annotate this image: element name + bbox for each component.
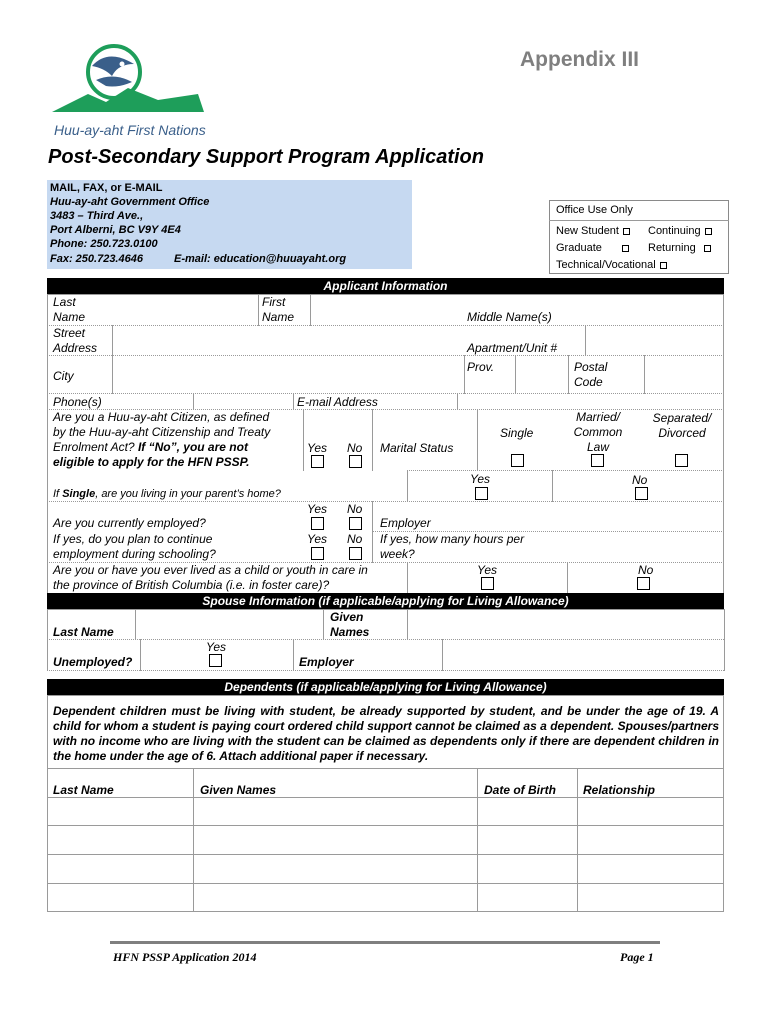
mail-line-3: 3483 – Third Ave., [50,210,144,222]
office-graduate: Graduate [556,241,629,255]
applicant-info-bar: Applicant Information [47,278,724,294]
employed-yes-checkbox[interactable] [311,517,324,530]
mail-line-4: Port Alberni, BC V9Y 4E4 [50,224,181,236]
street-address-label: Street Address [53,326,98,355]
last-name-input[interactable] [112,296,256,324]
dependent-row-1[interactable] [48,798,723,824]
married-label: Married/ Common Law [573,410,623,454]
care-no-label: No [638,563,654,577]
prov-label: Prov. [467,360,495,374]
spouse-given-names-label: Given Names [330,610,370,639]
mail-line-5: Phone: 250.723.0100 [50,238,158,250]
continuing-checkbox[interactable] [705,228,712,235]
spouse-last-name-input[interactable] [137,611,321,638]
hfn-logo [48,42,208,138]
single-question: If Single, are you living in your parent’s home? [53,488,281,500]
spouse-last-name-label: Last Name [53,625,114,639]
hours-input[interactable] [550,533,722,561]
mail-line-2: Huu-ay-aht Government Office [50,196,210,208]
dep-col-given-names: Given Names [200,783,277,797]
postal-code-label: Postal Code [574,360,608,389]
employer-input[interactable] [470,503,722,530]
care-no-checkbox[interactable] [637,577,650,590]
office-returning: Returning [648,241,711,255]
spouse-info-bar: Spouse Information (if applicable/applying for Living Allowance) [47,593,724,609]
employed-yes-label: Yes [307,502,328,516]
email-label: E-mail Address [297,395,378,409]
hours-question: If yes, how many hours per week? [380,532,525,561]
spouse-yes-checkbox[interactable] [209,654,222,667]
apartment-label: Apartment/Unit # [467,341,558,355]
appendix-title: Appendix III [520,48,640,71]
apartment-input[interactable] [587,327,722,354]
dependent-row-3[interactable] [48,855,723,882]
postal-code-input[interactable] [646,357,722,392]
citizen-question: Are you a Huu-ay-aht Citizen, as defined by the Huu-ay-aht Citizenship and Treaty Enrolment Act? If “No”, you are not eligible to apply for the HFN PSSP. [53,410,271,469]
continue-yes-checkbox[interactable] [311,547,324,560]
care-yes-label: Yes [477,563,498,577]
spouse-employer-input[interactable] [444,641,722,669]
office-continuing: Continuing [648,224,712,238]
dependents-bar: Dependents (if applicable/applying for Living Allowance) [47,679,724,695]
dependents-paragraph: Dependent children must be living with student, be already supported by student, and be under the age of 19. A child for whom a student is paying court ordered child support cannot be claimed as a dependent. Spouses/partners with no income who are living with the student can be claimed as dependents only if there are dependent children in the home under the age of 6. Attach additional paper if necessary. [53,704,719,763]
employed-question: Are you currently employed? [53,516,206,530]
footer-page: Page 1 [620,950,654,964]
married-checkbox[interactable] [591,454,604,467]
office-technical: Technical/Vocational [556,258,667,272]
logo-caption: Huu-ay-aht First Nations [54,122,206,138]
parents-no-label: No [632,473,648,487]
employed-no-checkbox[interactable] [349,517,362,530]
dep-col-relationship: Relationship [583,783,656,797]
parents-yes-label: Yes [470,472,491,486]
citizen-no-label: No [347,441,363,455]
care-question: Are you or have you ever lived as a child or youth in care in the province of British Columbia (i.e. in foster care)? [53,563,368,592]
parents-yes-checkbox[interactable] [475,487,488,500]
first-name-label: First Name [262,295,295,324]
technical-checkbox[interactable] [660,262,667,269]
citizen-no-checkbox[interactable] [349,455,362,468]
city-label: City [53,369,74,383]
new-student-checkbox[interactable] [623,228,630,235]
footer-left: HFN PSSP Application 2014 [113,950,257,964]
mail-line-1: MAIL, FAX, or E-MAIL [50,182,163,194]
first-name-input[interactable] [312,296,462,324]
phones-label: Phone(s) [53,395,102,409]
single-checkbox[interactable] [511,454,524,467]
continue-yes-label: Yes [307,532,328,546]
care-yes-checkbox[interactable] [481,577,494,590]
street-address-input[interactable] [114,327,462,354]
separated-checkbox[interactable] [675,454,688,467]
middle-names-label: Middle Name(s) [467,310,552,324]
returning-checkbox[interactable] [704,245,711,252]
separated-label: Separated/ Divorced [652,411,712,440]
mail-fax: Fax: 250.723.4646 [50,253,143,265]
dependent-row-2[interactable] [48,826,723,853]
city-input[interactable] [114,357,462,392]
continue-no-label: No [347,532,363,546]
footer-rule [110,941,660,944]
last-name-label: Last Name [53,295,86,324]
middle-names-input[interactable] [560,296,722,324]
single-label: Single [500,426,534,440]
continue-question: If yes, do you plan to continue employment during schooling? [53,532,216,561]
form-title: Post-Secondary Support Program Application [48,146,484,168]
employed-no-label: No [347,502,363,516]
phones-input[interactable] [195,395,291,408]
parents-no-checkbox[interactable] [635,487,648,500]
spouse-given-names-input[interactable] [409,611,722,638]
employer-label: Employer [380,516,431,530]
mail-email: E-mail: education@huuayaht.org [174,253,347,265]
dep-col-dob: Date of Birth [484,783,556,797]
graduate-checkbox[interactable] [622,245,629,252]
continue-no-checkbox[interactable] [349,547,362,560]
spouse-unemployed-label: Unemployed? [53,655,133,669]
office-new-student: New Student [556,224,630,238]
dependent-row-4[interactable] [48,884,723,911]
office-use-title: Office Use Only [556,204,633,216]
prov-input[interactable] [517,357,566,392]
hfn-logo-emblem-icon [48,42,208,122]
email-input[interactable] [459,395,722,408]
citizen-yes-checkbox[interactable] [311,455,324,468]
dep-col-last-name: Last Name [53,783,114,797]
marital-status-label: Marital Status [380,441,454,455]
spouse-employer-label: Employer [299,655,354,669]
spouse-yes-label: Yes [206,640,227,654]
citizen-yes-label: Yes [307,441,328,455]
